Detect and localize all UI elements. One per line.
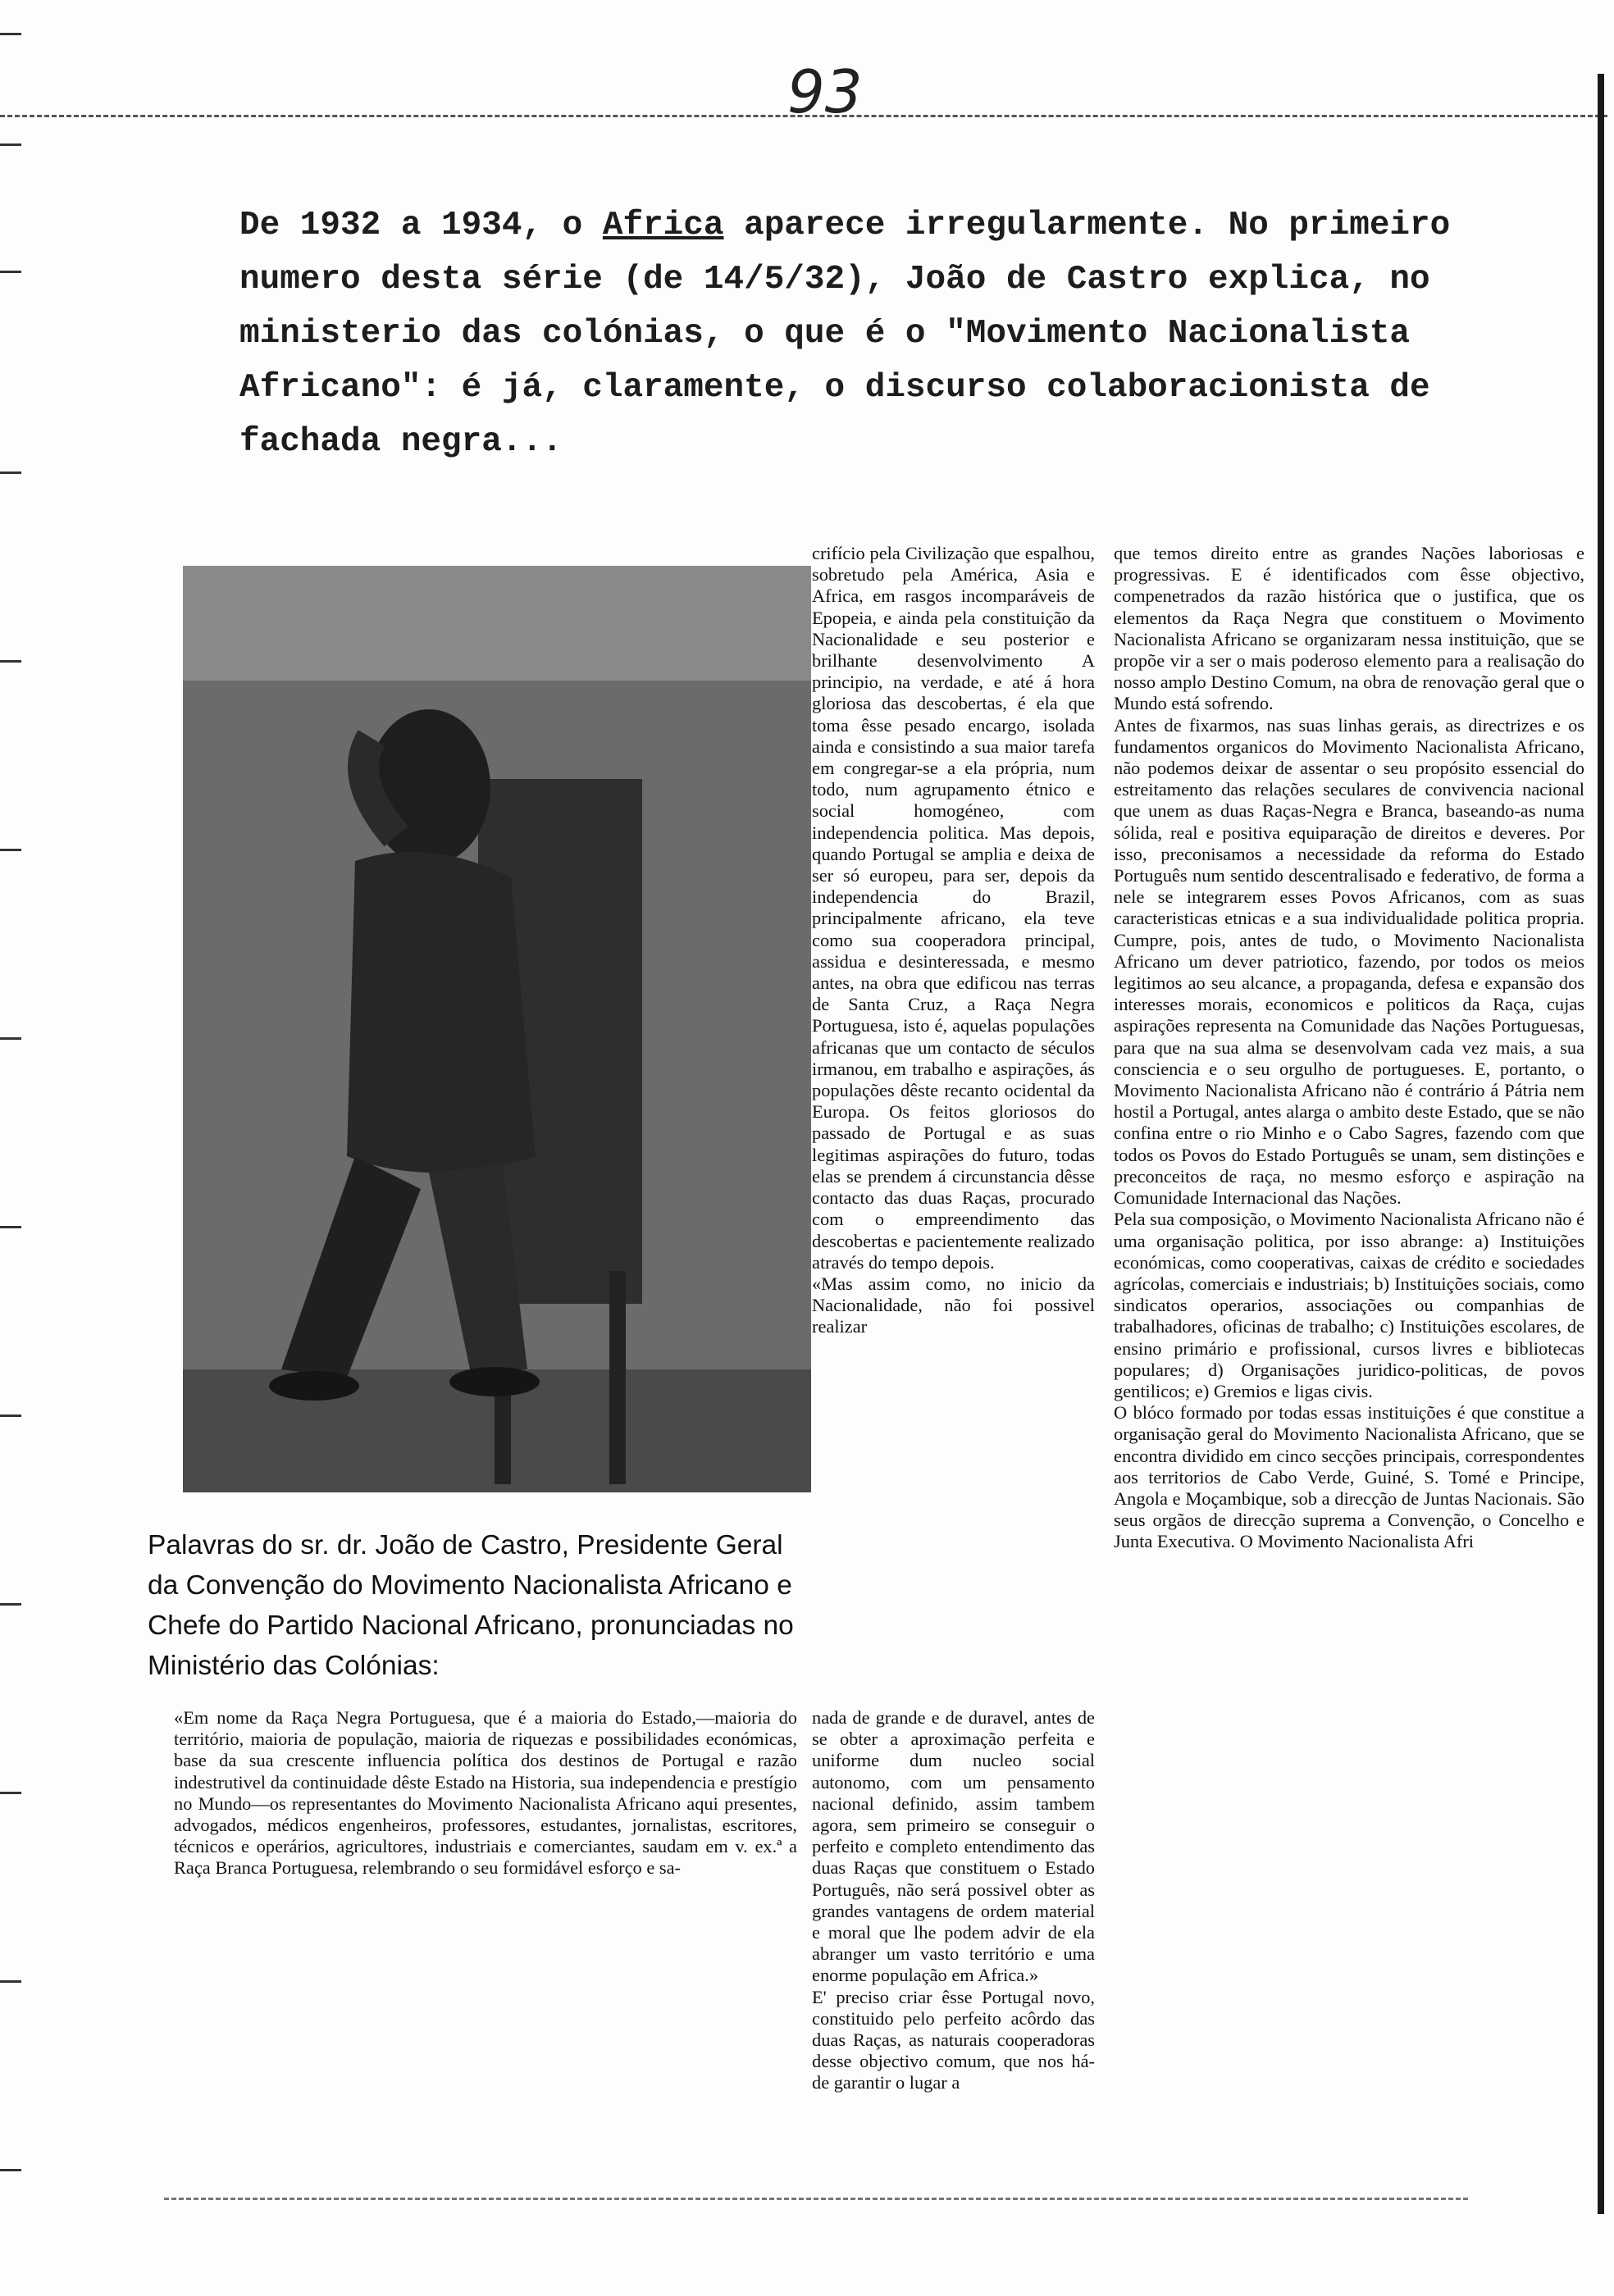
top-dashed-rule — [0, 115, 1607, 117]
bottom-dashed-rule — [164, 2198, 1468, 2200]
article-column-left-bottom: «Em nome da Raça Negra Portuguesa, que é a maioria do Estado,—maioria do território, maioria de população, maioria de riquezas e possibilidades económicas, base da sua crescente influencia política dos destinos de Portugal e razão indestrutivel da continuidade dêste Estado na Historia, sua independencia e prestígio no Mundo—os representantes do Movimento Nacionalista Africano aqui presentes, advogados, médicos engenheiros, professores, estudantes, jornalistas, escritores, técnicos e operários, agricultores, industriais e comerciantes, saudam em v. ex.ª a Raça Branca Portuguesa, relembrando o seu formidável esforço e sa- — [174, 1707, 797, 1879]
intro-line5: fachada negra... — [239, 423, 563, 461]
page-number: 93 — [787, 57, 863, 126]
intro-line2: numero desta série (de 14/5/32), João de Castro explica, no — [239, 261, 1430, 298]
right-binding-edge — [1598, 74, 1604, 2214]
newspaper-title-africa: Africa — [602, 207, 724, 244]
intro-line3: ministerio das colónias, o que é o "Movimento Nacionalista — [239, 315, 1411, 353]
intro-line1-start: De 1932 a 1934, o — [239, 207, 603, 244]
article-column-middle-top: crifício pela Civilização que espalhou, sobretudo pela América, Asia e Africa, em rasgos incomparáveis de Epopeia, e ainda pela constituição da Nacionalidade e seu posterior e brilhante desenvolvimento A principio, na verdade, e até á hora gloriosa das descobertas, é ela que toma êsse pesado encargo, isolada ainda e consistindo a sua maior tarefa em congregar-se a ela própria, num todo, num agrupamento étnico e social homogéneo, com independencia politica. Mas depois, quando Portugal se amplia e deixa de ser só europeu, para ser, depois da independencia do Brazil, principalmente africano, ela teve como sua cooperadora principal, assidua e desinteressada, e mesmo antes, na obra que edificou nas terras de Santa Cruz, a Raça Negra Portuguesa, isto é, aquelas populações africanas que um contacto de séculos irmanou, em trabalho e aspirações, ás populações dêste recanto ocidental da Europa. Os feitos gloriosos do passado de Portugal e as suas legitimas aspirações do futuro, todas elas se prendem á circunstancia dêsse contacto das duas Raças, procurado com o empreendimento das descobertas e pacientemente realizado através do tempo depois. «Mas assim como, no inicio da Nacionalidade, não foi possivel realizar — [812, 543, 1095, 1337]
typed-introduction — [239, 198, 1453, 469]
intro-line1-end: aparece irregularmente. No primeiro — [723, 207, 1451, 244]
portrait-photo — [183, 566, 811, 1492]
article-column-middle-bottom: nada de grande e de duravel, antes de se obter a aproximação perfeita e uniforme dum nucleo social autonomo, com um pensamento nacional definido, assim tambem agora, sem primeiro se conseguir o perfeito e completo entendimento das duas Raças que constituem o Estado Português, não será possivel obter as grandes vantagens de ordem material e moral que lhe podem advir de ela abranger um vasto território e uma enorme população em Africa.» E' preciso criar êsse Portugal novo, constituido pelo perfeito acôrdo das duas Raças, as naturais cooperadoras desse objectivo comum, que nos há-de garantir o lugar a — [812, 1707, 1095, 2093]
article-column-right: que temos direito entre as grandes Nações laboriosas e progressivas. E é identificados com êsse objectivo, compenetrados da razão histórica que o justifica, que os elementos da Raça Negra que constituem o Movimento Nacionalista Africano se organizaram nessa instituição, que se propõe vir a ser o mais poderoso elemento para a realisação do nosso amplo Destino Comum, na obra de renovação geral que o Mundo está sofrendo. Antes de fixarmos, nas suas linhas gerais, as directrizes e os fundamentos organicos do Movimento Nacionalista Africano, não podemos deixar de assentar o seu propósito essencial do estreitamento das relações seculares de convivencia nacional que unem as duas Raças-Negra e Branca, baseando-as numa sólida, real e positiva equiparação de direitos e deveres. Por isso, preconisamos a necessidade da reforma do Estado Português num sentido descentralisado e federativo, de forma a nele se integrarem esses Povos Africanos, com as suas caracteristicas etnicas e a sua individualidade politica propria. Cumpre, pois, antes de tudo, o Movimento Nacionalista Africano um dever patriotico, fazendo, por todos os meios legitimos ao seu alcance, a propaganda, defesa e expansão dos interesses morais, economicos e politicos da Raça, cujas aspirações representa na Comunidade das Nações Portuguesas, para que na sua alma se desenvolvam cada vez mais, a sua consciencia e o seu orgulho de portugueses. E, portanto, o Movimento Nacionalista Africano não é contrário á Pátria nem hostil a Portugal, antes alarga o ambito deste Estado, que se não confina entre o rio Minho e o Cabo Sagres, fazendo com que todos os Povos do Estado Português se unam, sem distinções e preconceitos de raça, no mesmo esforço e aspiração na Comunidade Internacional das Nações. Pela sua composição, o Movimento Nacionalista Africano não é uma organisação politica, por isso abrange: a) Instituições económicas, como cooperativas, caixas de crédito e sociedades agrícolas, comerciais e industriais; b) Instituições sociais, como sindicatos operarios, associações ou companhias de trabalhadores, oficinas de trabalho; c) Instituições escolares, de ensino primário e profissional, cursos livres e bibliotecas populares; d) Organisações juridico-politicas, de povos gentilicos; e) Gremios e ligas civis. O blóco formado por todas essas instituições é que constitue a organisação geral do Movimento Nacionalista Africano, que se encontra dividido em cinco secções principais, correspondentes aos territorios de Cabo Verde, Guiné, S. Tomé e Principe, Angola e Moçambique, sob a direcção de Juntas Nacionais. São seus orgãos de direcção suprema a Convenção, o Concelho e Junta Executiva. O Movimento Nacionalista Afri — [1114, 543, 1584, 1552]
photo-caption: Palavras do sr. dr. João de Castro, Presidente Geral da Convenção do Movimento Nacionalista Africano e Chefe do Partido Nacional Africano, pronunciadas no Ministério das Colónias: — [148, 1530, 794, 1681]
intro-line4: Africano": é já, claramente, o discurso colaboracionista de — [239, 369, 1430, 407]
